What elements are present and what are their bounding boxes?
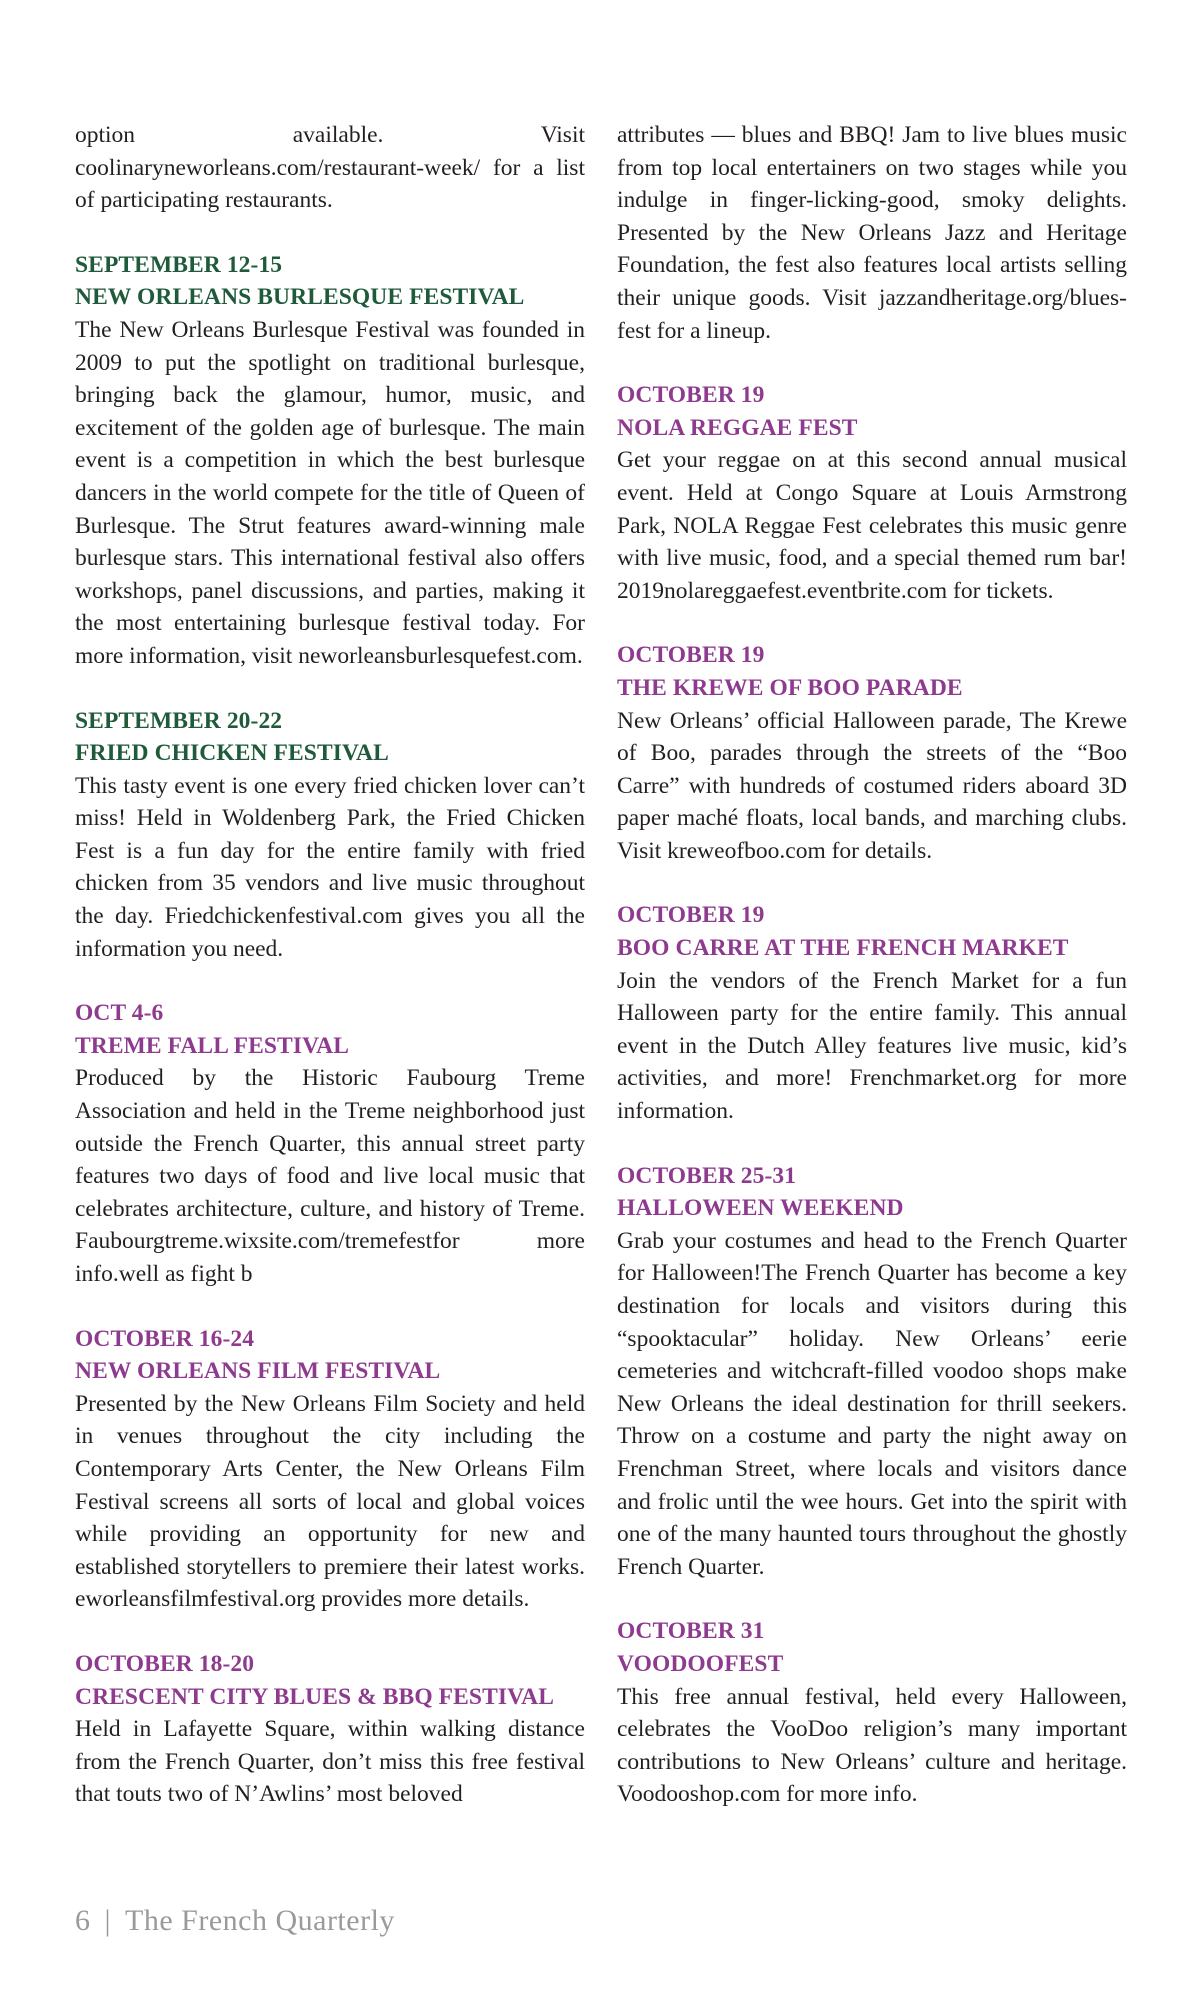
event-voodoofest	[617, 1615, 1127, 1811]
event-description: Produced by the Historic Faubourg Treme Association and held in the Treme neighborhood just outside the French Quarter, this annual street party features two days of food and live local music that celebrates architecture, culture, and history of Treme. Faubourgtreme.wixsite.com/tremefestfor more info.well as fight b	[75, 1065, 585, 1287]
right-column	[617, 119, 1127, 1811]
event-title: HALLOWEEN WEEKEND	[617, 1195, 904, 1222]
event-description: Presented by the New Orleans Film Society and held in venues throughout the city including the Contemporary Arts Center, the New Orleans Film Festival screens all sorts of local and global voices while providing an opportunity for new and established storytellers to premiere their latest works. eworleansfilmfestival.org provides more details.	[75, 1390, 585, 1613]
event-date: OCTOBER 18-20	[75, 1650, 255, 1677]
event-date: OCTOBER 19	[617, 902, 765, 929]
event-description: This free annual festival, held every Halloween, celebrates the VooDoo religion’s many important contributions to New Orleans’ culture and heritage. Voodooshop.com for more info.	[617, 1683, 1127, 1808]
event-burlesque-festival	[75, 249, 585, 673]
event-description: Held in Lafayette Square, within walking distance from the French Quarter, don’t miss this free festival that touts two of N’Awlins’ most beloved	[75, 1716, 585, 1808]
event-title: NEW ORLEANS FILM FESTIVAL	[75, 1358, 441, 1385]
left-column	[75, 119, 585, 1811]
publication-name: The French Quarterly	[125, 1904, 395, 1937]
event-blues-bbq-festival	[75, 1648, 585, 1811]
event-date: SEPTEMBER 12-15	[75, 251, 283, 278]
event-title: VOODOOFEST	[617, 1650, 784, 1677]
event-description: Get your reggae on at this second annual musical event. Held at Congo Square at Louis Armstrong Park, NOLA Reggae Fest celebrates this music genre with live music, food, and a special themed rum bar! 2019nolareggaefest.eventbrite.com for tickets.	[617, 447, 1127, 604]
event-description: New Orleans’ official Halloween parade, The Krewe of Boo, parades through the streets of the “Boo Carre” with hundreds of costumed riders aboard 3D paper maché floats, local bands, and marching clubs. Visit kreweofboo.com for details.	[617, 707, 1127, 864]
event-halloween-weekend	[617, 1160, 1127, 1584]
event-date: OCTOBER 25-31	[617, 1162, 797, 1189]
event-date: OCTOBER 31	[617, 1618, 765, 1645]
event-date: OCTOBER 19	[617, 382, 765, 409]
event-film-festival	[75, 1323, 585, 1616]
event-title: NEW ORLEANS BURLESQUE FESTIVAL	[75, 284, 525, 311]
event-treme-fall-festival	[75, 997, 585, 1290]
event-date: SEPTEMBER 20-22	[75, 707, 283, 734]
event-boo-carre	[617, 899, 1127, 1127]
event-reggae-fest	[617, 379, 1127, 607]
event-description: The New Orleans Burlesque Festival was founded in 2009 to put the spotlight on traditional burlesque, bringing back the glamour, humor, music, and excitement of the golden age of burlesque. The main event is a competition in which the best burlesque dancers in the world compete for the title of Queen of Burlesque. The Strut features award-winning male burlesque stars. This international festival also offers workshops, panel discussions, and parties, making it the most entertaining burlesque festival today. For more information, visit neworleansburlesquefest.com.	[75, 316, 585, 669]
footer-separator: |	[104, 1904, 112, 1937]
event-title: BOO CARRE AT THE FRENCH MARKET	[617, 935, 1069, 962]
page-footer	[75, 1904, 395, 1938]
event-date: OCTOBER 19	[617, 642, 765, 669]
event-date: OCTOBER 16-24	[75, 1325, 255, 1352]
event-title: TREME FALL FESTIVAL	[75, 1032, 349, 1059]
event-title: THE KREWE OF BOO PARADE	[617, 674, 963, 701]
event-description: Join the vendors of the French Market for a fun Halloween party for the entire family. This annual event in the Dutch Alley features live music, kid’s activities, and more! Frenchmarket.org for more information.	[617, 967, 1127, 1125]
event-title: CRESCENT CITY BLUES & BBQ FESTIVAL	[75, 1683, 554, 1710]
continued-paragraph: option available. Visit coolinaryneworleans.com/restaurant-week/ for a list of participating restaurants.	[75, 122, 585, 214]
event-description: This tasty event is one every fried chicken lover can’t miss! Held in Woldenberg Park, the Fried Chicken Fest is a fun day for the entire family with fried chicken from 35 vendors and live music throughout the day. Friedchickenfestival.com gives you all the information you need.	[75, 772, 585, 962]
event-fried-chicken-festival	[75, 705, 585, 966]
continued-paragraph: attributes — blues and BBQ! Jam to live blues music from top local entertainers on two stages while you indulge in finger-licking-good, smoky delights. Presented by the New Orleans Jazz and Heritage Foundation, the fest also features local artists selling their unique goods. Visit jazzandheritage.org/blues-fest for a lineup.	[617, 122, 1127, 344]
event-krewe-of-boo-parade	[617, 639, 1127, 867]
event-title: FRIED CHICKEN FESTIVAL	[75, 740, 389, 767]
event-date: OCT 4-6	[75, 1000, 164, 1027]
event-description: Grab your costumes and head to the French Quarter for Halloween!The French Quarter has become a key destination for locals and visitors during this “spooktacular” holiday. New Orleans’ eerie cemeteries and witchcraft-filled voodoo shops make New Orleans the ideal destination for thrill seekers. Throw on a costume and party the night away on Frenchman Street, where locals and visitors dance and frolic until the wee hours. Get into the spirit with one of the many haunted tours throughout the ghostly French Quarter.	[617, 1227, 1127, 1580]
event-title: NOLA REGGAE FEST	[617, 414, 858, 441]
page-number: 6	[75, 1904, 91, 1937]
